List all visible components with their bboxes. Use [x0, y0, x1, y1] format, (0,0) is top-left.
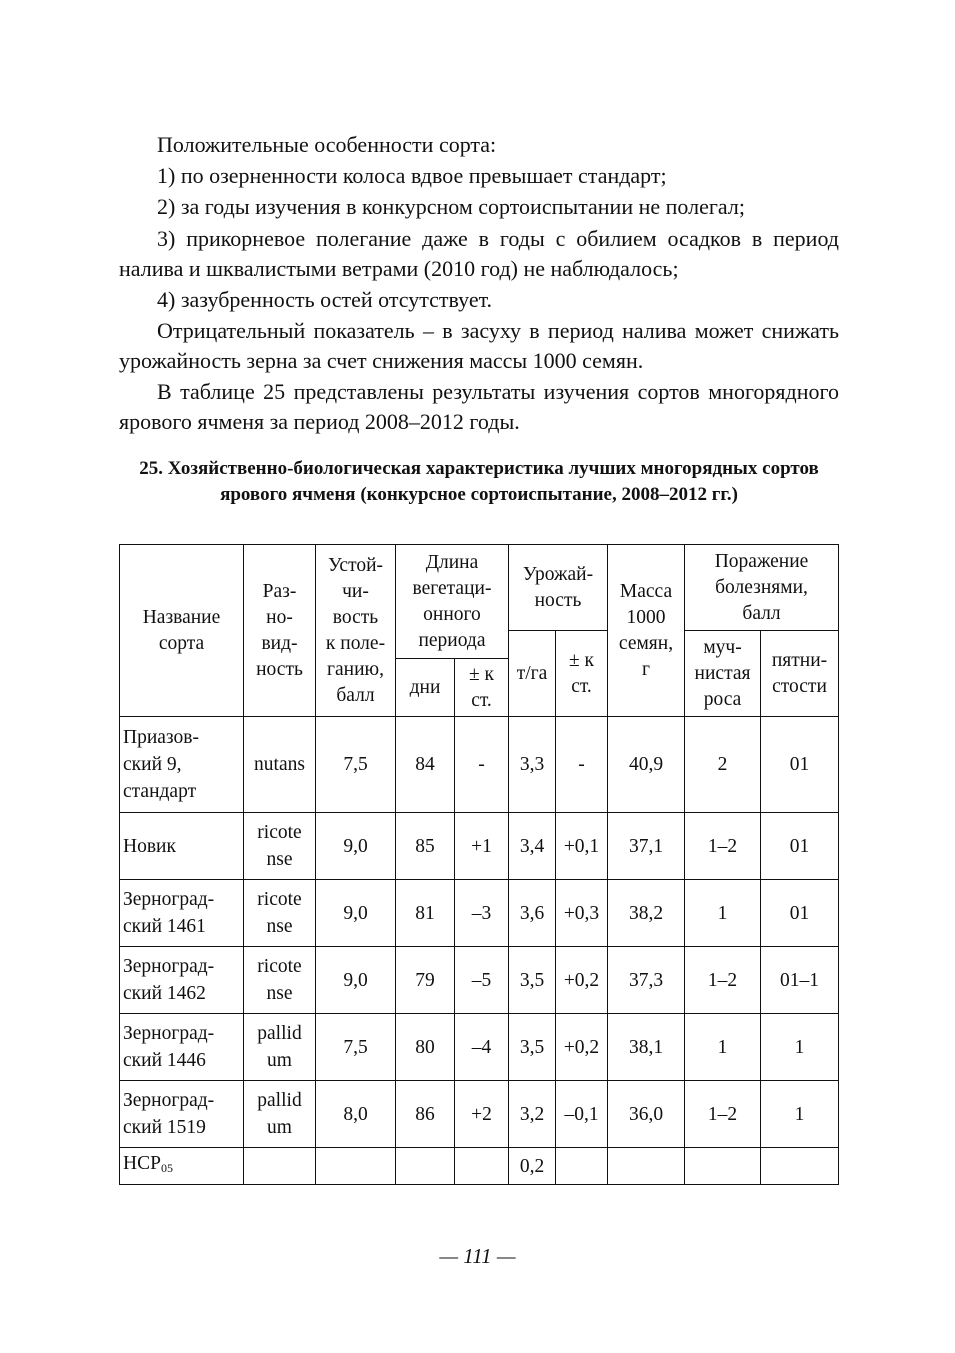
cell-yield: 3,2 — [509, 1081, 556, 1148]
cell-name: Приазов- ский 9, стандарт — [120, 717, 244, 813]
table-caption: 25. Хозяйственно-биологическая характеристика лучших многорядных сортов ярового ячменя (конкурсное сортоиспытание, 2008–2012 гг.) — [139, 458, 819, 505]
cell-yield: 3,4 — [509, 813, 556, 880]
lsd-label-subscript: 05 — [160, 1161, 173, 1175]
cell-lodging: 9,0 — [316, 813, 396, 880]
cell-yield-diff: - — [556, 717, 608, 813]
cell-spots: 01–1 — [761, 947, 839, 1014]
header-veg-diff: ± к ст. — [455, 659, 509, 717]
cell-days: 84 — [396, 717, 455, 813]
cell-name: Зерноград- ский 1446 — [120, 1014, 244, 1081]
cell-name: Новик — [120, 813, 244, 880]
header-yield-diff: ± к ст. — [556, 631, 608, 717]
varieties-table — [119, 544, 839, 1185]
cell-lodging: 9,0 — [316, 880, 396, 947]
cell-days: 81 — [396, 880, 455, 947]
cell-mass: 37,1 — [608, 813, 685, 880]
cell-yield: 3,6 — [509, 880, 556, 947]
cell-lodging: 7,5 — [316, 717, 396, 813]
cell-yield-diff: +0,2 — [556, 947, 608, 1014]
cell-yield: 3,3 — [509, 717, 556, 813]
table-row — [120, 717, 839, 813]
cell-empty — [608, 1148, 685, 1185]
cell-name: Зерноград- ский 1462 — [120, 947, 244, 1014]
table-row-lsd — [120, 1148, 839, 1185]
header-name: Название сорта — [120, 545, 244, 717]
cell-lodging: 7,5 — [316, 1014, 396, 1081]
cell-mass: 38,2 — [608, 880, 685, 947]
header-yield-tha: т/га — [509, 631, 556, 717]
cell-mass: 38,1 — [608, 1014, 685, 1081]
header-spots: пятни- стости — [761, 631, 839, 717]
cell-yield-diff: +0,3 — [556, 880, 608, 947]
cell-lodging: 9,0 — [316, 947, 396, 1014]
header-lodging: Устой- чи- вость к поле- ганию, балл — [316, 545, 396, 717]
table-row — [120, 880, 839, 947]
header-veg-days: дни — [396, 659, 455, 717]
table-row — [120, 1014, 839, 1081]
header-mildew: муч- нистая роса — [685, 631, 761, 717]
cell-empty — [396, 1148, 455, 1185]
cell-empty — [685, 1148, 761, 1185]
cell-days: 86 — [396, 1081, 455, 1148]
cell-days-diff: –3 — [455, 880, 509, 947]
header-yield: Урожай- ность — [509, 545, 608, 631]
table-row — [120, 947, 839, 1014]
cell-variety: ricote nse — [244, 880, 316, 947]
cell-variety: pallid um — [244, 1014, 316, 1081]
cell-mildew: 1 — [685, 1014, 761, 1081]
cell-lsd-yield: 0,2 — [509, 1148, 556, 1185]
paragraph-feature-3: 3) прикорневое полегание даже в годы с обилием осадков в период налива и шквалистыми ветрами (2010 год) не наблюдалось; — [119, 226, 839, 281]
cell-mildew: 1–2 — [685, 947, 761, 1014]
cell-spots: 01 — [761, 880, 839, 947]
cell-variety: pallid um — [244, 1081, 316, 1148]
paragraph-feature-2: 2) за годы изучения в конкурсном сортоиспытании не полегал; — [157, 194, 745, 219]
paragraph-feature-4: 4) зазубренность остей отсутствует. — [157, 287, 493, 312]
cell-lodging: 8,0 — [316, 1081, 396, 1148]
cell-mildew: 2 — [685, 717, 761, 813]
cell-days-diff: –5 — [455, 947, 509, 1014]
paragraph-table-intro: В таблице 25 представлены результаты изучения сортов многорядного ярового ячменя за период 2008–2012 годы. — [119, 379, 839, 434]
lsd-label-text: НСР — [123, 1153, 161, 1174]
paragraph-feature-1: 1) по озерненности колоса вдвое превышает стандарт; — [157, 163, 667, 188]
table-row — [120, 813, 839, 880]
header-vegetation: Длина вегетаци- онного периода — [396, 545, 509, 659]
cell-empty — [244, 1148, 316, 1185]
cell-yield-diff: +0,1 — [556, 813, 608, 880]
cell-variety: nutans — [244, 717, 316, 813]
cell-mildew: 1–2 — [685, 813, 761, 880]
header-variety: Раз- но- вид- ность — [244, 545, 316, 717]
cell-mass: 40,9 — [608, 717, 685, 813]
header-disease: Поражение болезнями, балл — [685, 545, 839, 631]
cell-days: 79 — [396, 947, 455, 1014]
cell-yield: 3,5 — [509, 1014, 556, 1081]
cell-mass: 37,3 — [608, 947, 685, 1014]
cell-empty — [316, 1148, 396, 1185]
table-header-row-1 — [120, 545, 839, 631]
paragraph-negative: Отрицательный показатель – в засуху в период налива может снижать урожайность зерна за счет снижения массы 1000 семян. — [119, 318, 839, 373]
cell-name: Зерноград- ский 1519 — [120, 1081, 244, 1148]
paragraph-positive-features: Положительные особенности сорта: — [157, 132, 497, 157]
cell-lsd-label — [120, 1148, 244, 1185]
table-row — [120, 1081, 839, 1148]
cell-days-diff: +2 — [455, 1081, 509, 1148]
cell-spots: 1 — [761, 1081, 839, 1148]
cell-days-diff: - — [455, 717, 509, 813]
cell-spots: 01 — [761, 717, 839, 813]
cell-days: 85 — [396, 813, 455, 880]
cell-empty — [761, 1148, 839, 1185]
cell-variety: ricote nse — [244, 813, 316, 880]
cell-mildew: 1 — [685, 880, 761, 947]
cell-mildew: 1–2 — [685, 1081, 761, 1148]
cell-mass: 36,0 — [608, 1081, 685, 1148]
page-number: — 111 — — [439, 1244, 516, 1268]
cell-empty — [455, 1148, 509, 1185]
cell-spots: 1 — [761, 1014, 839, 1081]
cell-yield: 3,5 — [509, 947, 556, 1014]
cell-spots: 01 — [761, 813, 839, 880]
cell-days-diff: +1 — [455, 813, 509, 880]
header-mass: Масса 1000 семян, г — [608, 545, 685, 717]
cell-days: 80 — [396, 1014, 455, 1081]
cell-days-diff: –4 — [455, 1014, 509, 1081]
cell-empty — [556, 1148, 608, 1185]
cell-name: Зерноград- ский 1461 — [120, 880, 244, 947]
cell-variety: ricote nse — [244, 947, 316, 1014]
cell-yield-diff: +0,2 — [556, 1014, 608, 1081]
cell-yield-diff: –0,1 — [556, 1081, 608, 1148]
